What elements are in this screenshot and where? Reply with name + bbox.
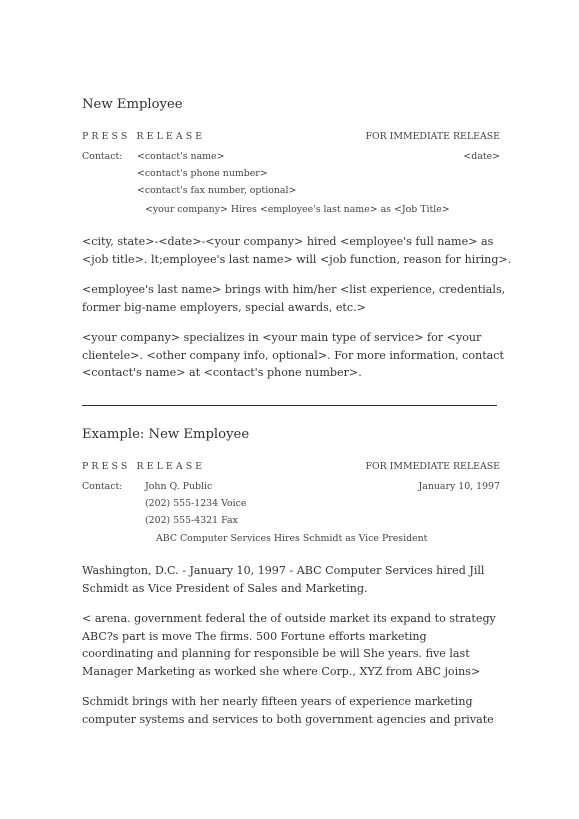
text-line: < arena. government federal the of outside market its expand to strategy [82,612,496,625]
example-paragraph-2 [82,610,507,680]
example-date: January 10, 1997 [418,481,500,492]
example-headline: ABC Computer Services Hires Schmidt as Vice President [156,533,428,544]
text-line: Manager Marketing as worked she where Corp., XYZ from ABC joins> [82,664,481,678]
template-contact-phone: <contact's phone number> [137,168,268,179]
template-contact-label: Contact: [82,151,123,162]
template-headline: <your company> Hires <employee's last name> as <Job Title> [145,204,450,215]
template-paragraph-3 [82,329,507,382]
example-immediate-release: FOR IMMEDIATE RELEASE [365,461,500,472]
text-line: <city, state>-<date>-<your company> hired <employee's full name> as [82,235,494,248]
example-contact-name: John Q. Public [145,481,213,492]
template-paragraph-1 [82,233,512,268]
template-date: <date> [463,151,500,162]
example-paragraph-1 [82,562,507,597]
template-press-release-label: PRESS RELEASE [82,131,206,142]
text-line: ABC?s part is move The firms. 500 Fortune efforts marketing [82,629,427,643]
template-immediate-release: FOR IMMEDIATE RELEASE [365,131,500,142]
text-line: coordinating and planning for responsible be will She years. five last [82,647,470,660]
template-paragraph-2 [82,281,507,316]
example-contact-fax: (202) 555-4321 Fax [145,515,238,526]
template-title: New Employee [82,97,183,112]
text-line: former big-name employers, special awards, etc.> [82,300,366,314]
text-line: <employee's last name> brings with him/her <list experience, credentials, [82,283,506,296]
text-line: <your company> specializes in <your main type of service> for <your [82,331,482,344]
text-line: clientele>. <other company info, optional>. For more information, contact [82,348,504,362]
text-line: Schmidt as Vice President of Sales and Marketing. [82,581,368,595]
text-line: <contact's name> at <contact's phone number>. [82,366,362,379]
example-press-release-label: PRESS RELEASE [82,461,206,472]
section-divider [82,405,497,406]
example-paragraph-3 [82,693,507,728]
text-line: Washington, D.C. - January 10, 1997 - ABC Computer Services hired Jill [82,564,485,577]
example-contact-phone: (202) 555-1234 Voice [145,498,247,509]
example-contact-label: Contact: [82,481,123,492]
text-line: computer systems and services to both government agencies and private [82,712,494,726]
example-title: Example: New Employee [82,427,250,442]
text-line: <job title>. lt;employee's last name> will <job function, reason for hiring>. [82,252,512,266]
template-contact-fax: <contact's fax number, optional> [137,185,297,196]
template-contact-name: <contact's name> [137,151,225,162]
text-line: Schmidt brings with her nearly fifteen years of experience marketing [82,695,473,708]
